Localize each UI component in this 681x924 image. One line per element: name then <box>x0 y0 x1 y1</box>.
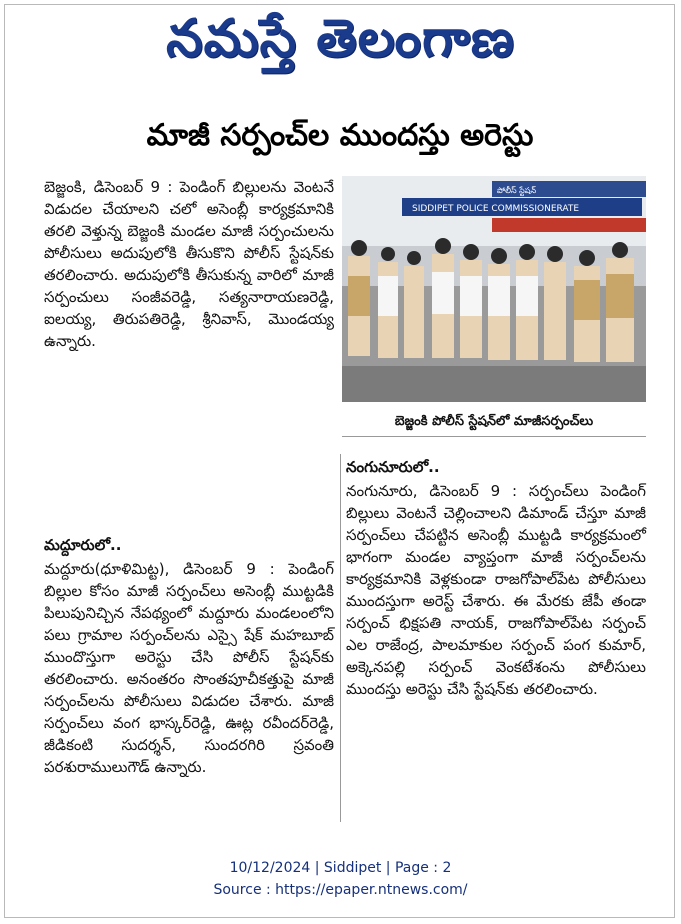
article-column-right <box>346 454 646 700</box>
paragraph-bejjanki: బెజ్జంకి, డిసెంబర్ 9 : పెండింగ్ బిల్లులను వెంటనే విడుదల చేయాలని చలో అసెంబ్లీ కార్యక్రమానికి తరలి వెళ్తున్న బెజ్జంకి మండల మాజీ సర్పంచులను పోలీసులు అదుపులోకి తీసుకొని పోలీస్ స్టేషన్‌కు తరలించారు. అదుపులోకి తీసుకున్న వారిలో మాజీ సర్పంచులు సంజీవరెడ్డి, సత్యనారాయణరెడ్డి, ఐలయ్య, తిరుపతిరెడ్డి, శ్రీనివాస్, మొండయ్య ఉన్నారు. <box>44 178 334 350</box>
footer-date-edition: 10/12/2024 | Siddipet | Page : 2 <box>229 860 452 876</box>
caption-divider <box>342 436 646 437</box>
article-headline: మాజీ సర్పంచ్‌ల ముందస్తు అరెస్టు <box>146 118 534 153</box>
station-sign-right: పోలీస్ స్టేషన్ <box>497 186 537 195</box>
article-column-left <box>44 176 334 352</box>
footer-source: Source : https://epaper.ntnews.com/ <box>213 882 468 898</box>
photo-caption: బెజ్జంకి పోలీస్ స్టేషన్‌లో మాజీసర్పంచ్‌లు <box>394 414 594 429</box>
column-divider <box>340 454 341 822</box>
paragraph-maddur: మద్దూరు(ధూళిమిట్ట), డిసెంబర్ 9 : పెండింగ్ బిల్లుల కోసం మాజీ సర్పంచ్‌లు అసెంబ్లీ ముట్టడికి పిలుపునిచ్చిన నేపథ్యంలో మద్దూరు మండలంలోని పలు గ్రామాల సర్పంచ్‌లను ఎస్సై షేక్ మహబూబ్ ముందొస్తుగా అరెస్టు చేసి పోలీస్ స్టేషన్‌కు తరలించారు. అనంతరం సొంతపూచీకత్తుపై మాజీ సర్పంచ్‌లను పోలీసులు విడుదల చేశారు. మాజీ సర్పంచ్‌లు వంగ భాస్కర్‌రెడ్డి, ఊట్ల రవీందర్‌రెడ్డి, జీడికంటి సుదర్శన్, సుందరగిరి స్రవంతి పరశురాములుగౌడ్ ఉన్నారు. <box>44 560 334 776</box>
paragraph-nangunur: నంగునూరు, డిసెంబర్ 9 : సర్పంచ్‌లు పెండింగ్ బిల్లులు వెంటనే చెల్లించాలని డిమాండ్ చేస్తూ మాజీ సర్పంచ్‌లు చేపట్టిన అసెంబ్లీ ముట్టడి కార్యక్రమంలో భాగంగా మండల వ్యాప్తంగా మాజీ సర్పంచ్‌లను కార్యక్రమానికి వెళ్లకుండా రాజగోపాల్‌పేట పోలీసులు ముందస్తుగా అరెస్ట్ చేశారు. ఈ మేరకు జేపీ తండా సర్పంచ్ భిక్షపతి నాయక్, రాజగోపాల్‌పేట సర్పంచ్ ఎల రాజేంద్ర, పాలమాకుల సర్పంచ్ పంగ కుమార్, అక్కెనపల్లి సర్పంచ్ వెంకటేశంను పోలీసులు ముందస్తు అరెస్టు చేసి స్టేషన్‌కు తరలించారు. <box>346 482 646 698</box>
article-column-left-lower <box>44 532 334 778</box>
news-photo <box>342 176 646 402</box>
subheading-nangunur: నంగునూరులో.. <box>346 458 440 476</box>
subheading-maddur: మద్దూరులో.. <box>44 536 122 554</box>
newspaper-masthead: నమస్తే తెలంగాణ <box>166 9 515 69</box>
station-sign-left: SIDDIPET POLICE COMMISSIONERATE <box>412 204 580 214</box>
